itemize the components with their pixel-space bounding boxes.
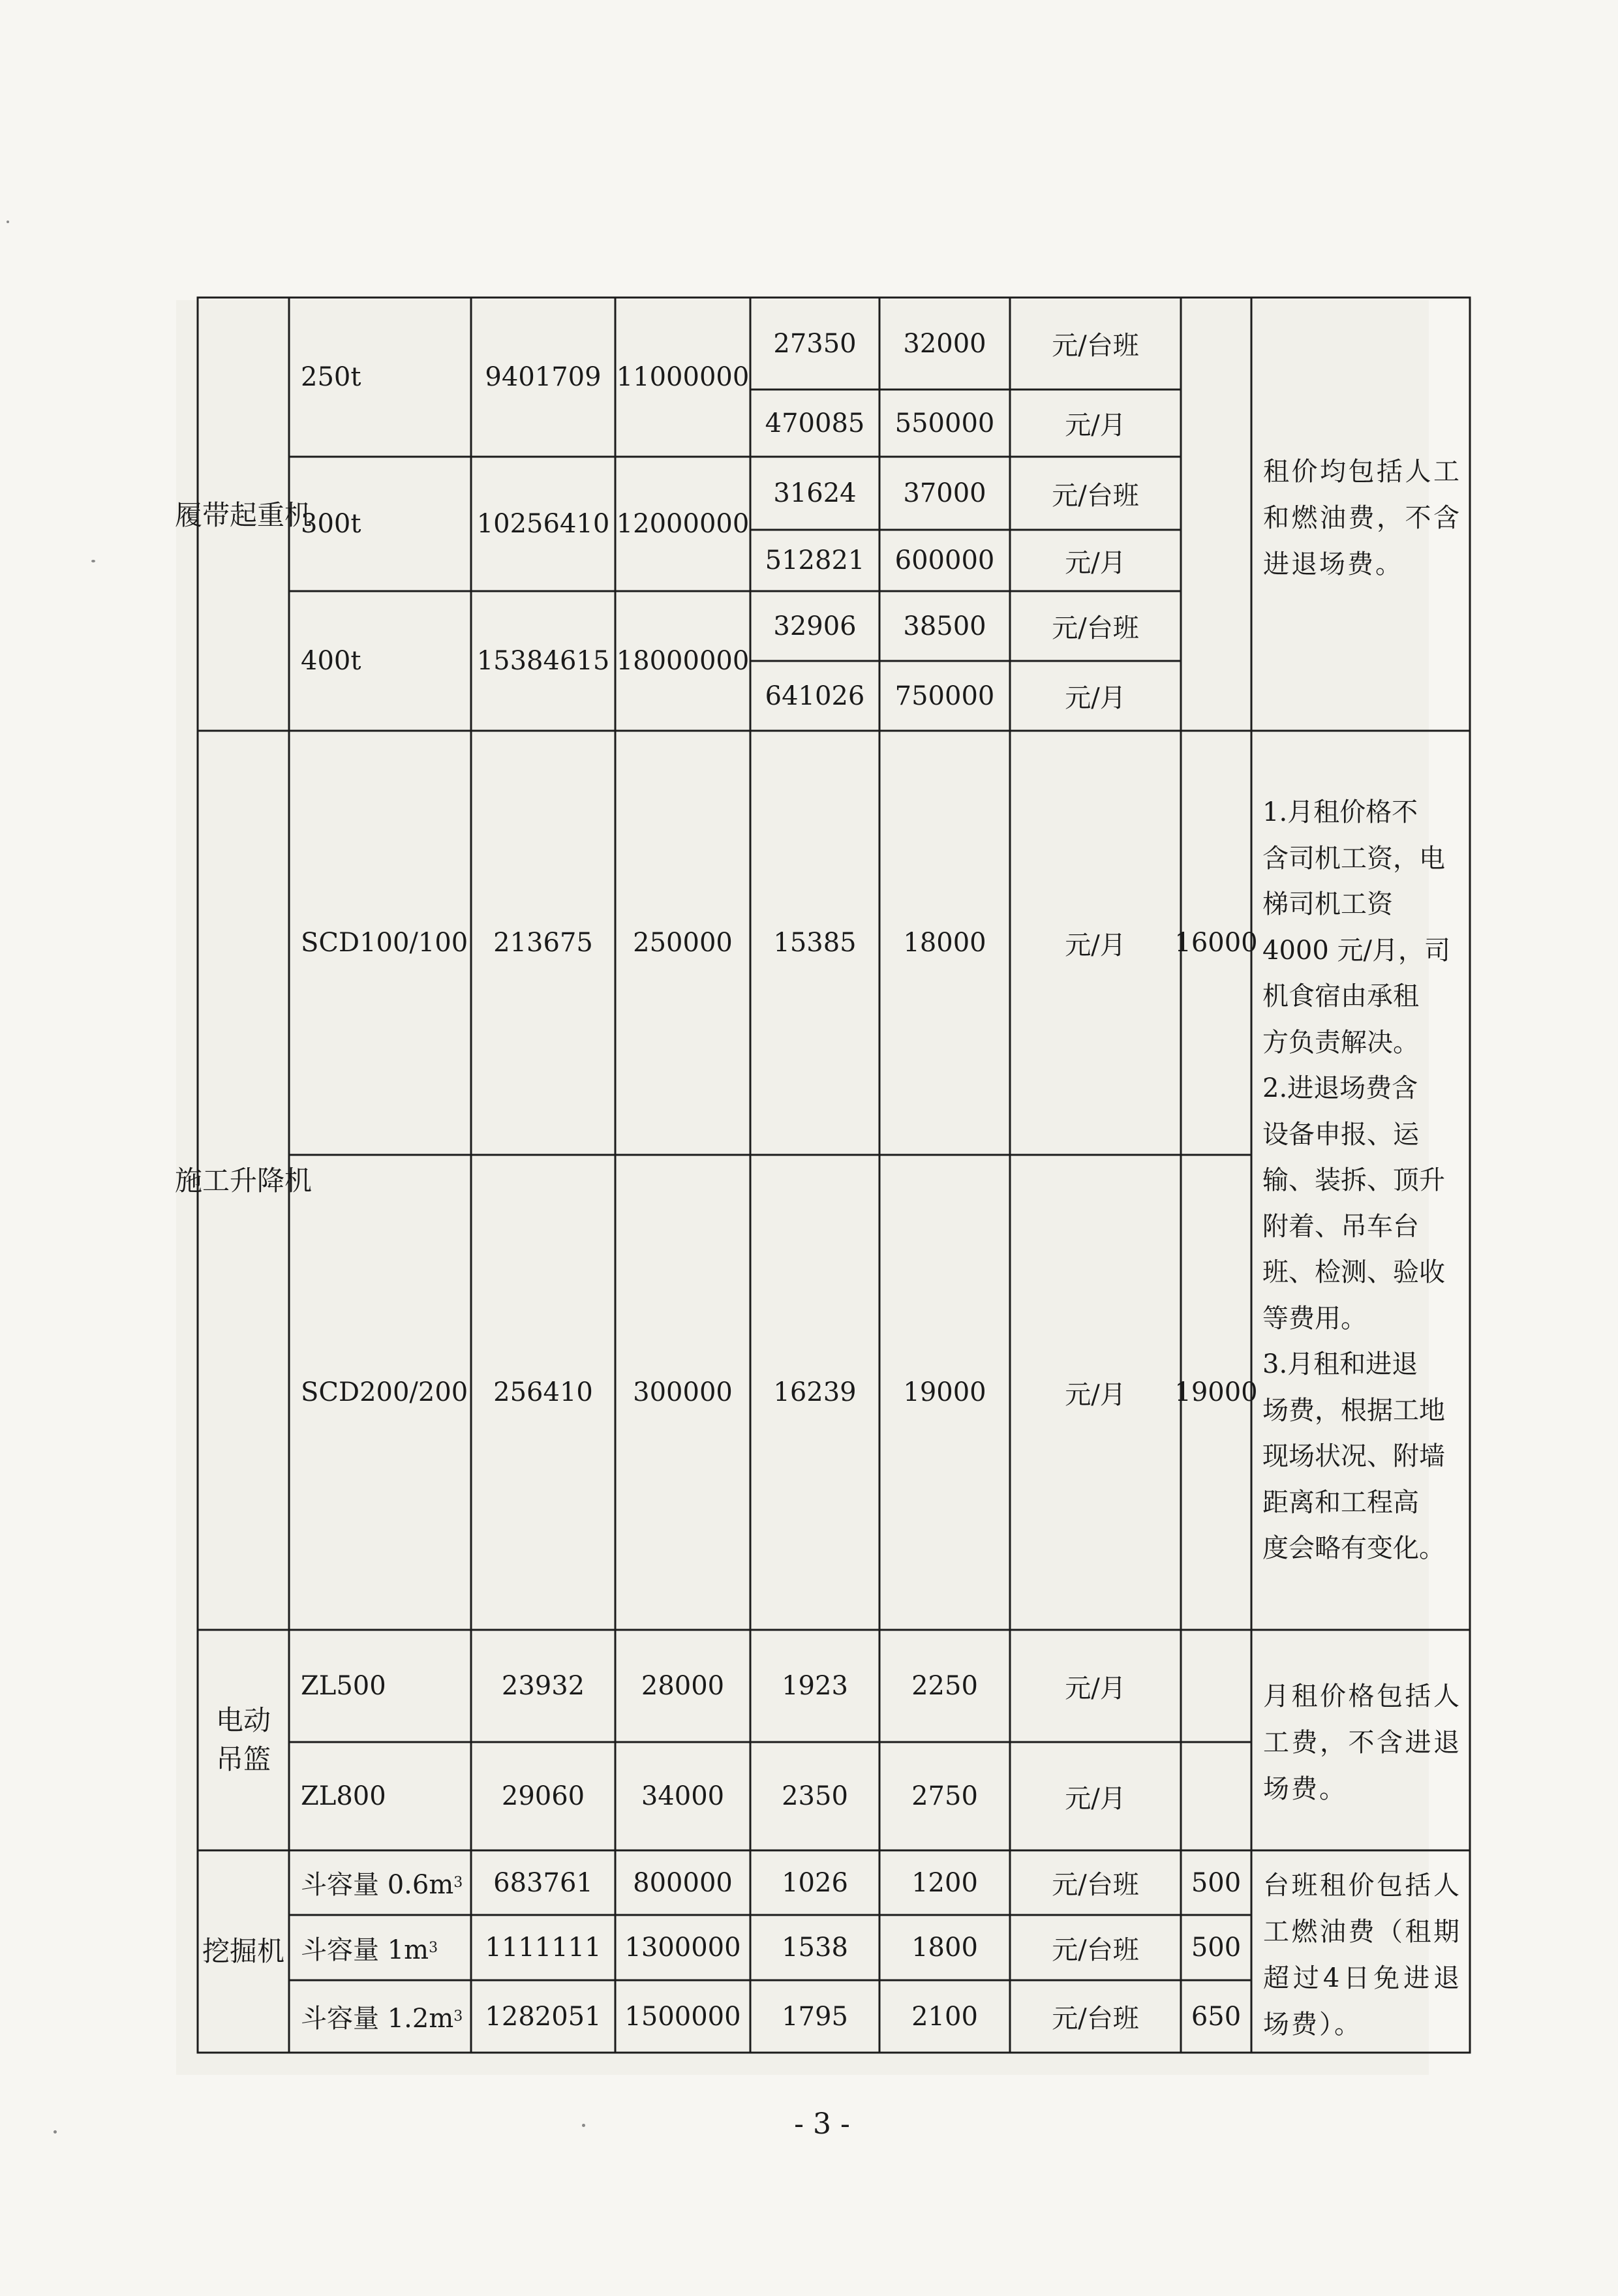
value-excavator-1-2: 1300000 bbox=[624, 1933, 741, 1963]
fee-scd200: 19000 bbox=[1174, 1377, 1258, 1407]
note-excavator: 台班租价包括人工燃油费（租期超过4日免进退场费）。 bbox=[1263, 1871, 1461, 2040]
note-line: 距离和工程高 bbox=[1262, 1487, 1419, 1518]
note-line: 4000 元/月，司 bbox=[1262, 935, 1450, 966]
note-construction-hoist bbox=[1262, 789, 1462, 1572]
note-line: 机食宿由承租 bbox=[1262, 981, 1419, 1011]
model-300t: 300t bbox=[301, 509, 361, 539]
value-scd200-2: 300000 bbox=[633, 1377, 733, 1407]
rate-400t-shift-a: 32906 bbox=[773, 611, 857, 641]
unit-scd200: 元/月 bbox=[1065, 1379, 1126, 1410]
scan-speck bbox=[53, 2130, 57, 2134]
fee-excavator-06: 500 bbox=[1191, 1867, 1242, 1898]
rate-excavator-12-b: 2100 bbox=[911, 2001, 978, 2032]
unit-400t-shift: 元/台班 bbox=[1052, 613, 1139, 643]
category-electric-basket bbox=[198, 1630, 289, 1850]
model-scd100: SCD100/100 bbox=[301, 928, 468, 958]
rate-zl500-a: 1923 bbox=[782, 1671, 848, 1701]
model-scd200: SCD200/200 bbox=[301, 1377, 468, 1407]
model-400t: 400t bbox=[301, 646, 361, 676]
value-zl800-1: 29060 bbox=[501, 1781, 585, 1811]
superscript-3: 3 bbox=[429, 1939, 438, 1956]
model-zl500: ZL500 bbox=[301, 1671, 386, 1701]
value-excavator-12-1: 1282051 bbox=[485, 2001, 602, 2032]
rate-scd100-b: 18000 bbox=[903, 928, 986, 958]
fee-scd100: 16000 bbox=[1174, 928, 1258, 958]
model-excavator-1 bbox=[289, 1915, 471, 1980]
value-250t-2: 11000000 bbox=[616, 362, 750, 392]
unit-scd100: 元/月 bbox=[1065, 930, 1126, 960]
note-line: 度会略有变化。 bbox=[1262, 1533, 1445, 1563]
unit-excavator-12: 元/台班 bbox=[1052, 2004, 1139, 2034]
value-excavator-12-2: 1500000 bbox=[624, 2001, 741, 2032]
unit-zl800: 元/月 bbox=[1065, 1783, 1126, 1814]
note-line: 输、装拆、顶升 bbox=[1262, 1165, 1445, 1195]
note-line: 现场状况、附墙 bbox=[1262, 1441, 1445, 1471]
model-excavator-06-text: 斗容量 0.6m bbox=[301, 1870, 454, 1900]
note-line: 3.月租和进退 bbox=[1262, 1349, 1418, 1379]
value-excavator-1-1: 1111111 bbox=[485, 1933, 602, 1963]
unit-250t-shift: 元/台班 bbox=[1052, 331, 1139, 361]
note-line: 方负责解决。 bbox=[1262, 1027, 1419, 1058]
note-electric-basket: 月租价格包括人工费，不含进退场费。 bbox=[1263, 1681, 1461, 1804]
superscript-3: 3 bbox=[453, 1875, 463, 1891]
unit-zl500: 元/月 bbox=[1065, 1673, 1126, 1704]
unit-400t-month: 元/月 bbox=[1065, 683, 1126, 713]
value-excavator-06-2: 800000 bbox=[633, 1867, 733, 1898]
model-excavator-1-text: 斗容量 1m bbox=[301, 1935, 429, 1965]
model-excavator-06 bbox=[289, 1850, 471, 1915]
value-scd100-2: 250000 bbox=[633, 928, 733, 958]
value-300t-2: 12000000 bbox=[616, 509, 750, 539]
category-crawler-crane: 履带起重机 bbox=[175, 499, 313, 531]
rate-300t-month-b: 600000 bbox=[894, 545, 995, 575]
value-300t-1: 10256410 bbox=[476, 509, 610, 539]
scan-speck bbox=[582, 2124, 585, 2127]
value-250t-1: 9401709 bbox=[485, 362, 602, 392]
rate-300t-shift-a: 31624 bbox=[773, 478, 857, 508]
note-line: 梯司机工资 bbox=[1262, 889, 1393, 919]
model-excavator-12-text: 斗容量 1.2m bbox=[301, 2004, 454, 2034]
value-zl500-2: 28000 bbox=[641, 1671, 725, 1701]
rate-excavator-06-b: 1200 bbox=[911, 1867, 978, 1898]
rate-250t-month-b: 550000 bbox=[894, 408, 995, 438]
rate-scd200-b: 19000 bbox=[903, 1377, 986, 1407]
rate-300t-shift-b: 37000 bbox=[903, 478, 986, 508]
category-construction-hoist: 施工升降机 bbox=[175, 1165, 313, 1197]
page-number: - 3 - bbox=[794, 2107, 850, 2141]
rate-excavator-06-a: 1026 bbox=[782, 1867, 848, 1898]
value-scd200-1: 256410 bbox=[493, 1377, 593, 1407]
rate-250t-shift-a: 27350 bbox=[773, 328, 857, 359]
rate-scd200-a: 16239 bbox=[773, 1377, 857, 1407]
value-zl800-2: 34000 bbox=[641, 1781, 725, 1811]
fee-excavator-12: 650 bbox=[1191, 2001, 1242, 2032]
unit-300t-month: 元/月 bbox=[1065, 547, 1126, 578]
rate-300t-month-a: 512821 bbox=[765, 545, 865, 575]
model-250t: 250t bbox=[301, 362, 361, 392]
note-line: 含司机工资，电 bbox=[1262, 843, 1445, 874]
unit-250t-month: 元/月 bbox=[1065, 410, 1126, 440]
note-line: 设备申报、运 bbox=[1262, 1119, 1419, 1150]
value-scd100-1: 213675 bbox=[493, 928, 593, 958]
scan-speck bbox=[91, 560, 95, 562]
rate-excavator-12-a: 1795 bbox=[782, 2001, 848, 2032]
rate-zl800-a: 2350 bbox=[782, 1781, 848, 1811]
note-line: 1.月租价格不 bbox=[1262, 797, 1418, 827]
note-line: 附着、吊车台 bbox=[1262, 1211, 1419, 1242]
value-400t-2: 18000000 bbox=[616, 646, 750, 676]
note-line: 场费，根据工地 bbox=[1262, 1395, 1445, 1426]
model-excavator-12 bbox=[289, 1980, 471, 2053]
unit-excavator-06: 元/台班 bbox=[1052, 1870, 1139, 1900]
unit-excavator-1: 元/台班 bbox=[1052, 1935, 1139, 1965]
note-crawler-crane: 租价均包括人工和燃油费，不含进退场费。 bbox=[1263, 457, 1461, 579]
note-line: 2.进退场费含 bbox=[1262, 1073, 1418, 1103]
value-zl500-1: 23932 bbox=[501, 1671, 585, 1701]
superscript-3: 3 bbox=[453, 2008, 463, 2025]
fee-excavator-1: 500 bbox=[1191, 1933, 1242, 1963]
note-line: 等费用。 bbox=[1262, 1303, 1367, 1334]
rate-excavator-1-b: 1800 bbox=[911, 1933, 978, 1963]
rate-zl800-b: 2750 bbox=[911, 1781, 978, 1811]
rate-400t-month-a: 641026 bbox=[765, 681, 865, 711]
rate-400t-shift-b: 38500 bbox=[903, 611, 986, 641]
unit-300t-shift: 元/台班 bbox=[1052, 480, 1139, 511]
note-line: 班、检测、验收 bbox=[1262, 1257, 1445, 1287]
rate-400t-month-b: 750000 bbox=[894, 681, 995, 711]
value-400t-1: 15384615 bbox=[476, 646, 610, 676]
scan-speck bbox=[7, 221, 9, 223]
model-zl800: ZL800 bbox=[301, 1781, 386, 1811]
rate-zl500-b: 2250 bbox=[911, 1671, 978, 1701]
category-excavator: 挖掘机 bbox=[202, 1935, 284, 1967]
rate-excavator-1-a: 1538 bbox=[782, 1933, 848, 1963]
rate-scd100-a: 15385 bbox=[773, 928, 857, 958]
rate-250t-month-a: 470085 bbox=[765, 408, 865, 438]
value-excavator-06-1: 683761 bbox=[493, 1867, 593, 1898]
rate-250t-shift-b: 32000 bbox=[903, 328, 986, 359]
category-basket-label: 电动吊篮 bbox=[215, 1704, 271, 1775]
